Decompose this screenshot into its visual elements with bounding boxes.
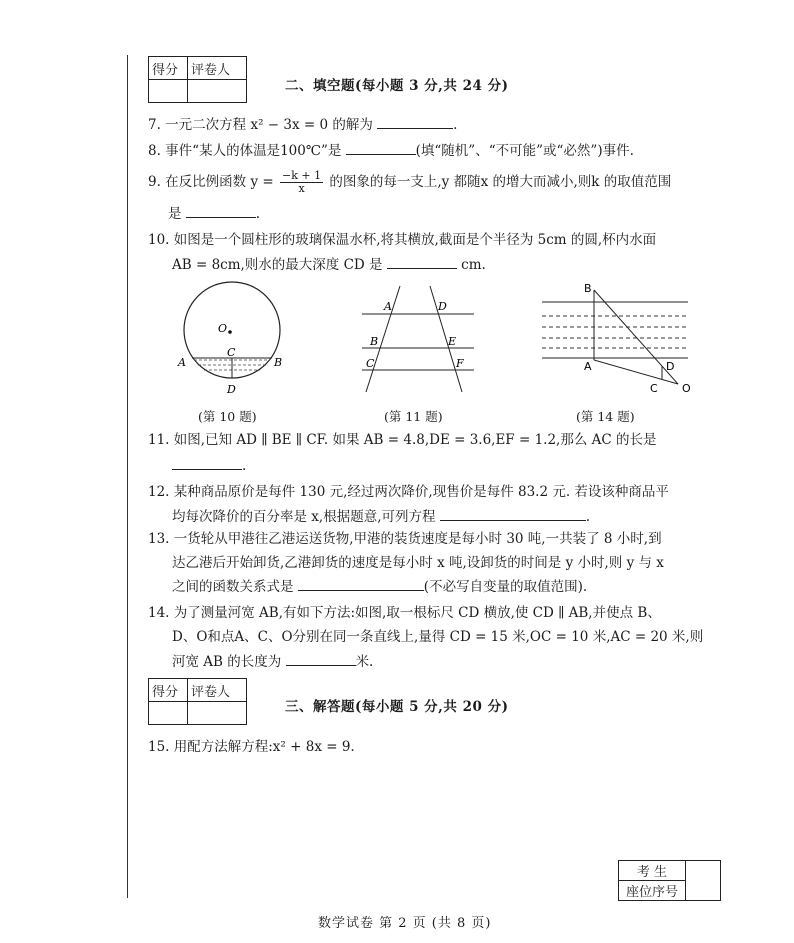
fig11-label-c: C bbox=[366, 357, 375, 370]
seat-number-cell[interactable] bbox=[686, 861, 721, 901]
question-14: 14. 为了测量河宽 AB,有如下方法:如图,取一根标尺 CD 横放,使 CD ∥ AB,并使点 B、 bbox=[148, 605, 661, 621]
q12-line2-pre: 均每次降价的百分率是 x,根据题意,可列方程 bbox=[172, 509, 436, 525]
fig10-label-c: C bbox=[227, 346, 236, 359]
score-label: 得分 bbox=[149, 57, 188, 80]
q14-answer-blank[interactable] bbox=[286, 653, 356, 666]
q9-line2-pre: 是 bbox=[168, 206, 182, 222]
fig11-label-d: D bbox=[438, 300, 447, 313]
fig14-water-lines bbox=[542, 316, 688, 348]
fig11-label-a: A bbox=[384, 300, 392, 313]
fig10-label-a: A bbox=[178, 356, 186, 369]
q9-answer-blank[interactable] bbox=[186, 205, 256, 218]
q8-answer-blank[interactable] bbox=[346, 142, 416, 155]
fig11-label-e: E bbox=[448, 335, 457, 348]
fig14-label-a: A bbox=[584, 360, 592, 373]
fig11-label-b: B bbox=[370, 335, 379, 348]
figure-11 bbox=[358, 286, 478, 396]
seat-label-line2: 座位序号 bbox=[619, 881, 686, 901]
q7-text: 7. 一元二次方程 x² − 3x = 0 的解为 bbox=[148, 117, 373, 133]
question-10-line2 bbox=[172, 256, 486, 274]
q10-line2-pre: AB = 8cm,则水的最大深度 CD 是 bbox=[172, 257, 383, 273]
question-11-line2 bbox=[172, 457, 246, 475]
q7-end: . bbox=[453, 117, 458, 133]
question-15: 15. 用配方法解方程:x² + 8x = 9. bbox=[148, 739, 355, 755]
score-label: 得分 bbox=[149, 679, 188, 702]
seat-number-box bbox=[618, 860, 721, 901]
fig11-caption: (第 11 题) bbox=[384, 409, 443, 424]
score-box-section3 bbox=[148, 678, 247, 725]
grader-label: 评卷人 bbox=[188, 57, 247, 80]
fig14-caption: (第 14 题) bbox=[576, 409, 635, 424]
score-box-section2 bbox=[148, 56, 247, 103]
question-12: 12. 某种商品原价是每件 130 元,经过两次降价,现售价是每件 83.2 元. 若设该种商品平 bbox=[148, 484, 669, 500]
fig10-caption: (第 10 题) bbox=[198, 409, 257, 424]
q9-pre: 9. 在反比例函数 y = bbox=[148, 174, 274, 190]
grader-cell[interactable] bbox=[188, 80, 247, 103]
question-8 bbox=[148, 142, 634, 160]
question-13-line2: 达乙港后开始卸货,乙港卸货的速度是每小时 x 吨,设卸货的时间是 y 小时,则 y 与 x bbox=[172, 555, 664, 571]
fig11-label-f: F bbox=[456, 357, 464, 370]
question-14-line3 bbox=[172, 653, 373, 671]
fig10-center-dot bbox=[228, 330, 232, 334]
q13-line3-pre: 之间的函数关系式是 bbox=[172, 579, 294, 595]
q13-end: (不必写自变量的取值范围). bbox=[423, 579, 588, 595]
question-9-line2 bbox=[168, 205, 260, 223]
question-10: 10. 如图是一个圆柱形的玻璃保温水杯,将其横放,截面是个半径为 5cm 的圆,杯内水面 bbox=[148, 232, 657, 248]
binding-margin-line bbox=[127, 55, 128, 898]
fig10-label-d: D bbox=[227, 383, 236, 396]
q9-frac-num: −k + 1 bbox=[282, 169, 322, 182]
q7-answer-blank[interactable] bbox=[377, 116, 453, 129]
q13-answer-blank[interactable] bbox=[298, 578, 424, 591]
page-footer: 数学试卷 第 2 页 (共 8 页) bbox=[318, 916, 492, 931]
score-cell[interactable] bbox=[149, 702, 188, 725]
fig14-label-c: C bbox=[650, 382, 658, 395]
q11-end: . bbox=[242, 458, 247, 474]
question-12-line2 bbox=[172, 508, 590, 526]
grader-label: 评卷人 bbox=[188, 679, 247, 702]
fig10-label-b: B bbox=[274, 356, 283, 369]
q9-fraction bbox=[280, 170, 323, 195]
q8-text: 8. 事件“某人的体温是100℃”是 bbox=[148, 143, 342, 159]
q8-end: (填“随机”、“不可能”或“必然”)事件. bbox=[415, 143, 634, 159]
q12-end: . bbox=[585, 509, 591, 525]
question-9 bbox=[148, 170, 671, 195]
score-cell[interactable] bbox=[149, 80, 188, 103]
q10-unit: cm. bbox=[461, 257, 486, 273]
q9-post: 的图象的每一支上,y 都随x 的增大而减小,则k 的取值范围 bbox=[329, 174, 672, 190]
question-7 bbox=[148, 116, 457, 134]
fig14-label-d: D bbox=[666, 360, 675, 373]
grader-cell[interactable] bbox=[188, 702, 247, 725]
question-13-line3 bbox=[172, 578, 587, 596]
figure-10 bbox=[170, 278, 300, 403]
figure-14 bbox=[538, 280, 696, 400]
question-13: 13. 一货轮从甲港往乙港运送货物,甲港的装货速度是每小时 30 吨,一共装了 8 小时,到 bbox=[148, 531, 662, 547]
q14-end: 米. bbox=[355, 654, 374, 670]
fig14-label-b: B bbox=[584, 282, 592, 295]
q9-frac-den: x bbox=[298, 182, 305, 195]
question-11: 11. 如图,已知 AD ∥ BE ∥ CF. 如果 AB = 4.8,DE = 3.6,EF = 1.2,那么 AC 的长是 bbox=[148, 432, 657, 448]
question-14-line2: D、O和点A、C、O分别在同一条直线上,量得 CD = 15 米,OC = 10 米,AC = 20 米,则 bbox=[172, 629, 704, 645]
q11-answer-blank[interactable] bbox=[172, 457, 242, 470]
section3-title: 三、解答题(每小题 5 分,共 20 分) bbox=[285, 699, 509, 715]
fig14-label-o: O bbox=[682, 382, 691, 395]
q14-line3-pre: 河宽 AB 的长度为 bbox=[172, 654, 282, 670]
section2-title: 二、填空题(每小题 3 分,共 24 分) bbox=[285, 78, 509, 94]
seat-label-line1: 考 生 bbox=[619, 861, 686, 881]
q9-end: . bbox=[255, 206, 261, 222]
fig10-label-o: O bbox=[218, 322, 228, 335]
q10-answer-blank[interactable] bbox=[387, 256, 457, 269]
q12-answer-blank[interactable] bbox=[440, 508, 586, 521]
